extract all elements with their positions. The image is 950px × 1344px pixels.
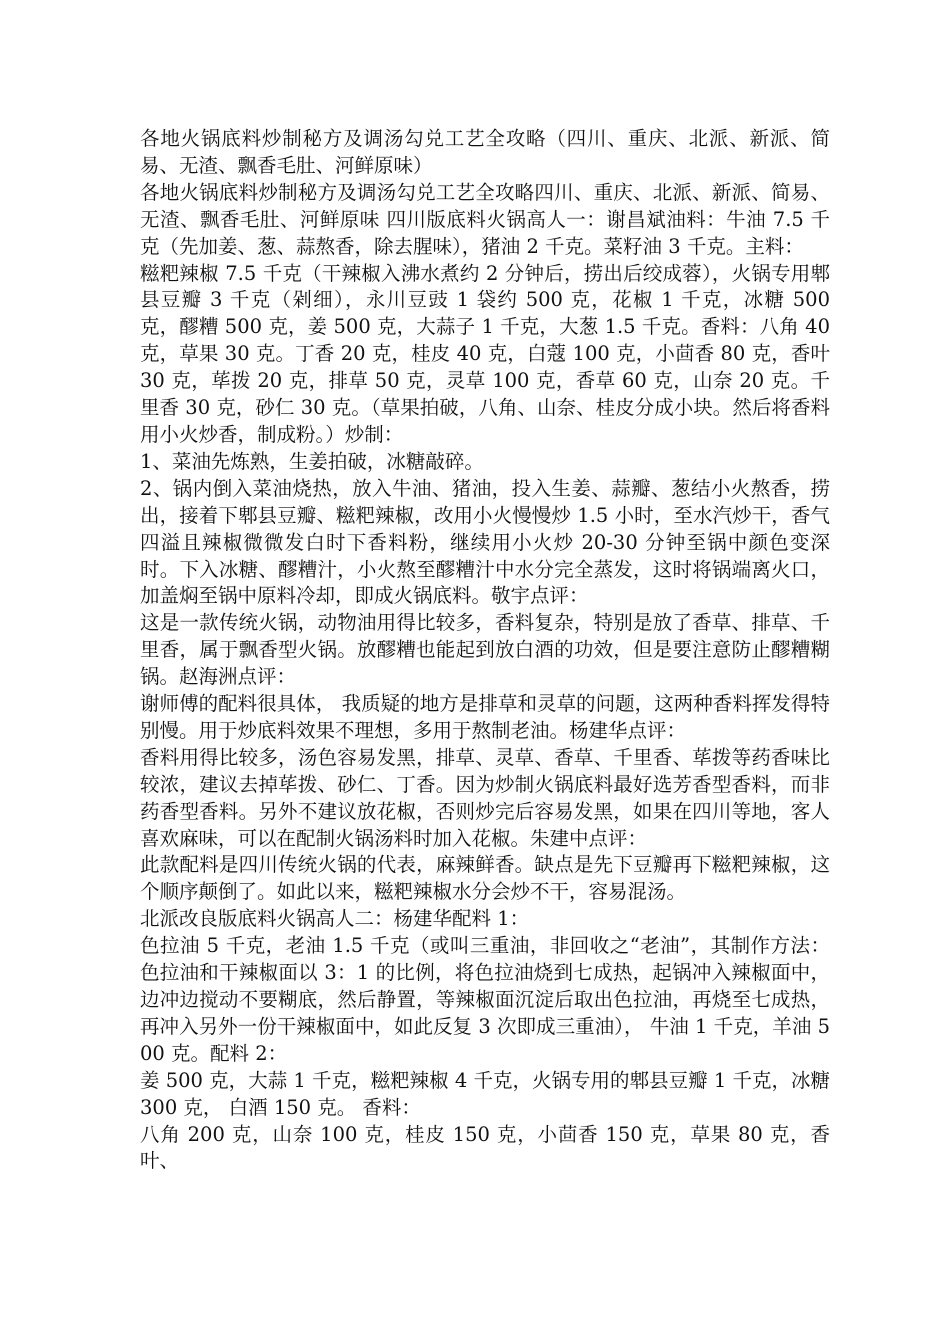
paragraph-intro-sichuan: 各地火锅底料炒制秘方及调汤勾兑工艺全攻略四川、重庆、北派、新派、简易、无渣、飘香毛肚、河鲜原味 四川版底料火锅高人一：谢昌斌油料：牛油 7.5 千克（先加姜、葱、蒜熬香，除去腥味），猪油 2 千克。菜籽油 3 千克。主料：	[140, 180, 830, 258]
paragraph-review-zhu: 此款配料是四川传统火锅的代表，麻辣鲜香。缺点是先下豆瓣再下糍粑辣椒，这个顺序颠倒了。如此以来，糍粑辣椒水分会炒不干，容易混汤。	[140, 853, 830, 904]
paragraph-main-ingredients: 糍粑辣椒 7.5 千克（干辣椒入沸水煮约 2 分钟后，捞出后绞成蓉），火锅专用郫县豆瓣 3 千克（剁细），永川豆豉 1 袋约 500 克，花椒 1 千克，冰糖 500 克，醪糟 500 克，姜 500 克，大蒜子 1 千克，大葱 1.5 千克。香料：八角 40 克，草果 30 克。丁香 20 克，桂皮 40 克，白蔻 100 克，小茴香 80 克，香叶 30 克，荜拨 20 克，排草 50 克，灵草 100 克，香草 60 克，山奈 20 克。千里香 30 克，砂仁 30 克。（草果拍破，八角、山奈、桂皮分成小块。然后将香料用小火炒香，制成粉。）炒制：	[140, 261, 830, 446]
document-title: 各地火锅底料炒制秘方及调汤勾兑工艺全攻略（四川、重庆、北派、新派、简易、无渣、飘香毛肚、河鲜原味）	[140, 127, 830, 177]
paragraph-review-yang: 香料用得比较多，汤色容易发黑，排草、灵草、香草、千里香、荜拨等药香味比较浓，建议去掉荜拨、砂仁、丁香。因为炒制火锅底料最好选芳香型香料，而非药香型香料。另外不建议放花椒，否则炒完后容易发黑，如果在四川等地，客人喜欢麻味，可以在配制火锅汤料时加入花椒。朱建中点评：	[140, 745, 830, 850]
paragraph-north-oils: 色拉油 5 千克，老油 1.5 千克（或叫三重油，非回收之“老油”，其制作方法：色拉油和干辣椒面以 3：1 的比例，将色拉油烧到七成热，起锅冲入辣椒面中，边冲边搅动不要糊底，然后静置，等辣椒面沉淀后取出色拉油，再烧至七成热，再冲入另外一份干辣椒面中，如此反复 3 次即成三重油）， 牛油 1 千克，羊油 500 克。配料 2：	[140, 934, 830, 1065]
paragraph-review-zhao: 谢师傅的配料很具体， 我质疑的地方是排草和灵草的问题，这两种香料挥发得特别慢。用于炒底料效果不理想，多用于熬制老油。杨建华点评：	[140, 692, 830, 742]
paragraph-north-heading: 北派改良版底料火锅高人二：杨建华配料 1：	[140, 907, 530, 931]
paragraph-review-jingyu: 这是一款传统火锅，动物油用得比较多，香料复杂，特别是放了香草、排草、千里香，属于飘香型火锅。放醪糟也能起到放白酒的功效，但是要注意防止醪糟糊锅。赵海洲点评：	[140, 611, 830, 689]
paragraph-north-seasoning: 姜 500 克，大蒜 1 千克，糍粑辣椒 4 千克，火锅专用的郫县豆瓣 1 千克，冰糖 300 克， 白酒 150 克。 香料：	[140, 1068, 830, 1119]
paragraph-north-spices: 八角 200 克，山奈 100 克，桂皮 150 克，小茴香 150 克，草果 80 克，香叶、	[140, 1122, 830, 1173]
paragraph-step-2: 2、锅内倒入菜油烧热，放入牛油、猪油，投入生姜、蒜瓣、葱结小火熬香，捞出，接着下郫县豆瓣、糍粑辣椒，改用小火慢慢炒 1.5 小时，至水汽炒干，香气四溢且辣椒微微发白时下香料粉，继续用小火炒 20-30 分钟至锅中颜色变深时。下入冰糖、醪糟汁，小火熬至醪糟汁中水分完全蒸发，这时将锅端离火口，加盖焖至锅中原料冷却，即成火锅底料。敬宇点评：	[140, 476, 830, 608]
document-body	[140, 126, 830, 1175]
paragraph-step-1: 1、菜油先炼熟，生姜拍破，冰糖敲碎。	[140, 449, 484, 473]
